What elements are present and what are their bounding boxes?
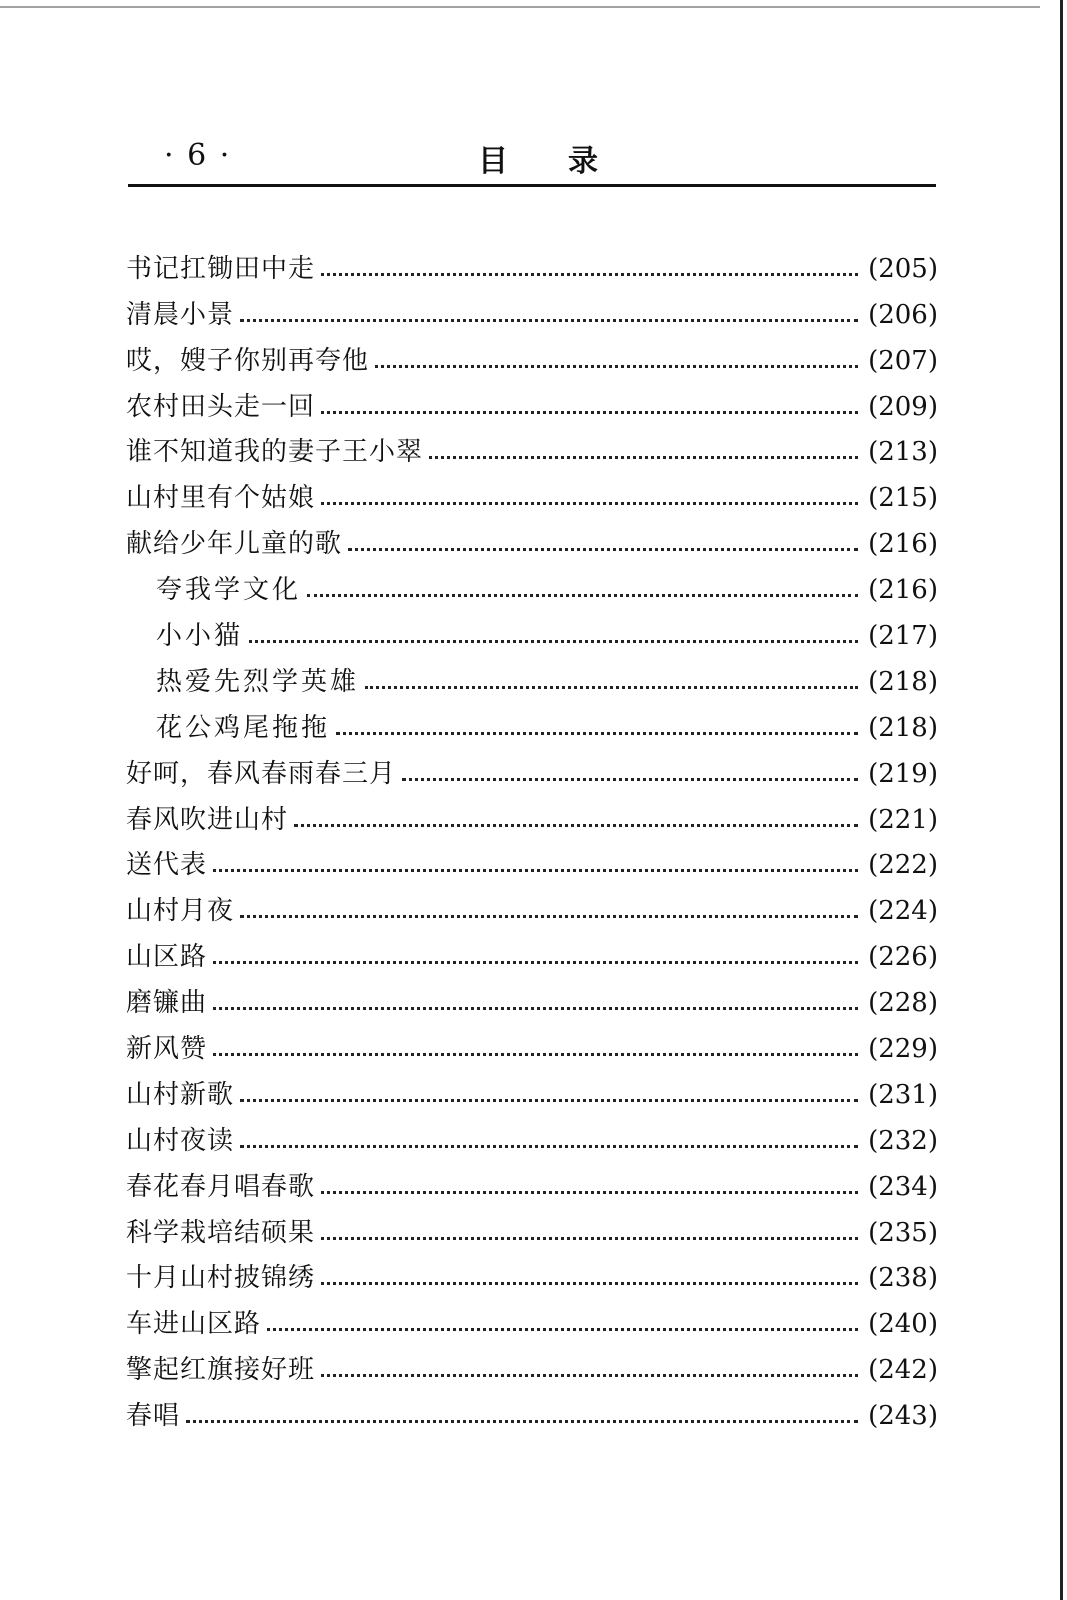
dot-leader [402, 777, 858, 781]
dot-leader [321, 1190, 858, 1194]
toc-entry [126, 332, 938, 378]
toc-entry-title: 哎，嫂子你别再夸他 [126, 345, 370, 376]
dot-leader [365, 685, 858, 689]
toc-entry-page: (209) [868, 391, 938, 422]
dot-leader [240, 318, 858, 322]
toc-entry-page: (221) [868, 804, 938, 835]
toc-entry-page: (229) [868, 1034, 938, 1065]
toc-entry-page: (224) [868, 896, 938, 927]
toc-entry [126, 928, 938, 974]
dot-leader [321, 501, 858, 505]
toc-entry-title: 山村月夜 [126, 896, 235, 927]
dot-leader [213, 1052, 858, 1056]
dot-leader [240, 914, 858, 918]
toc-entry [126, 1341, 938, 1387]
toc-entry-title: 山村夜读 [126, 1125, 235, 1156]
toc-entry-page: (218) [868, 712, 938, 743]
toc-entry-page: (207) [868, 345, 938, 376]
page-header [128, 132, 936, 184]
toc-entry-title: 山村里有个姑娘 [126, 483, 316, 514]
toc-entry-title: 农村田头走一回 [126, 391, 316, 422]
toc-entry-page: (234) [868, 1171, 938, 1202]
dot-leader [213, 960, 858, 964]
toc-entry-title: 好呵，春风春雨春三月 [126, 758, 397, 789]
dot-leader [240, 1144, 858, 1148]
dot-leader [429, 455, 858, 459]
header-rule [128, 184, 936, 187]
dot-leader [348, 547, 858, 551]
toc-entry-title: 科学栽培结硕果 [126, 1217, 316, 1248]
table-of-contents [126, 240, 938, 1433]
scan-top-edge-line [0, 6, 1040, 8]
toc-entry [126, 1158, 938, 1204]
toc-entry-page: (205) [868, 253, 938, 284]
toc-entry-title: 春唱 [126, 1401, 181, 1432]
toc-entry [126, 240, 938, 286]
toc-entry-title: 热爱先烈学英雄 [156, 666, 360, 697]
toc-entry-page: (219) [868, 758, 938, 789]
page-title: 目录 [478, 144, 658, 179]
dot-leader [249, 639, 858, 643]
dot-leader [321, 272, 858, 276]
toc-entry-title: 车进山区路 [126, 1309, 262, 1340]
toc-entry-title: 新风赞 [126, 1034, 208, 1065]
toc-entry-page: (240) [868, 1309, 938, 1340]
toc-entry-page: (238) [868, 1263, 938, 1294]
toc-entry [126, 286, 938, 332]
toc-entry [126, 974, 938, 1020]
toc-entry-title: 十月山村披锦绣 [126, 1263, 316, 1294]
toc-entry-page: (235) [868, 1217, 938, 1248]
dot-leader [307, 593, 858, 597]
dot-leader [321, 1236, 858, 1240]
toc-entry-page: (216) [868, 529, 938, 560]
toc-entry-title: 山村新歌 [126, 1079, 235, 1110]
toc-entry-page: (242) [868, 1355, 938, 1386]
toc-entry-title: 花公鸡尾拖拖 [156, 712, 331, 743]
toc-subentry [126, 699, 938, 745]
toc-entry [126, 424, 938, 470]
toc-entry-page: (222) [868, 850, 938, 881]
toc-entry-title: 山区路 [126, 942, 208, 973]
dot-leader [321, 410, 858, 414]
toc-entry [126, 469, 938, 515]
toc-entry-title: 磨镰曲 [126, 988, 208, 1019]
toc-entry [126, 515, 938, 561]
toc-entry [126, 882, 938, 928]
toc-entry [126, 1020, 938, 1066]
toc-entry-title: 擎起红旗接好班 [126, 1355, 316, 1386]
dot-leader [213, 868, 858, 872]
toc-entry-title: 送代表 [126, 850, 208, 881]
dot-leader [294, 823, 858, 827]
dot-leader [336, 731, 858, 735]
dot-leader [375, 364, 858, 368]
toc-entry-title: 春花春月唱春歌 [126, 1171, 316, 1202]
dot-leader [321, 1281, 858, 1285]
dot-leader [186, 1419, 858, 1423]
toc-entry [126, 791, 938, 837]
toc-entry-title: 献给少年儿童的歌 [126, 529, 343, 560]
page-number: · 6 · [164, 138, 232, 173]
toc-entry-title: 谁不知道我的妻子王小翠 [126, 437, 424, 468]
toc-entry-page: (206) [868, 299, 938, 330]
toc-entry-title: 春风吹进山村 [126, 804, 289, 835]
toc-entry-page: (228) [868, 988, 938, 1019]
toc-entry-page: (213) [868, 437, 938, 468]
dot-leader [240, 1098, 858, 1102]
toc-entry-page: (232) [868, 1125, 938, 1156]
toc-entry-title: 小小猫 [156, 621, 244, 652]
toc-entry [126, 1387, 938, 1433]
toc-entry [126, 745, 938, 791]
toc-entry-title: 清晨小景 [126, 299, 235, 330]
toc-entry-page: (243) [868, 1401, 938, 1432]
toc-subentry [126, 653, 938, 699]
toc-entry [126, 1250, 938, 1296]
scan-right-edge-line [1060, 0, 1063, 1600]
toc-entry [126, 1204, 938, 1250]
toc-entry [126, 1066, 938, 1112]
dot-leader [321, 1373, 858, 1377]
dot-leader [267, 1327, 858, 1331]
toc-entry-page: (218) [868, 666, 938, 697]
toc-entry [126, 837, 938, 883]
toc-entry-page: (217) [868, 621, 938, 652]
toc-subentry [126, 607, 938, 653]
toc-entry-title: 夸我学文化 [156, 575, 302, 606]
toc-subentry [126, 561, 938, 607]
toc-entry-title: 书记扛锄田中走 [126, 253, 316, 284]
dot-leader [213, 1006, 858, 1010]
toc-entry-page: (215) [868, 483, 938, 514]
toc-entry [126, 1112, 938, 1158]
toc-entry [126, 1295, 938, 1341]
toc-entry [126, 378, 938, 424]
toc-entry-page: (216) [868, 575, 938, 606]
toc-entry-page: (226) [868, 942, 938, 973]
toc-entry-page: (231) [868, 1079, 938, 1110]
